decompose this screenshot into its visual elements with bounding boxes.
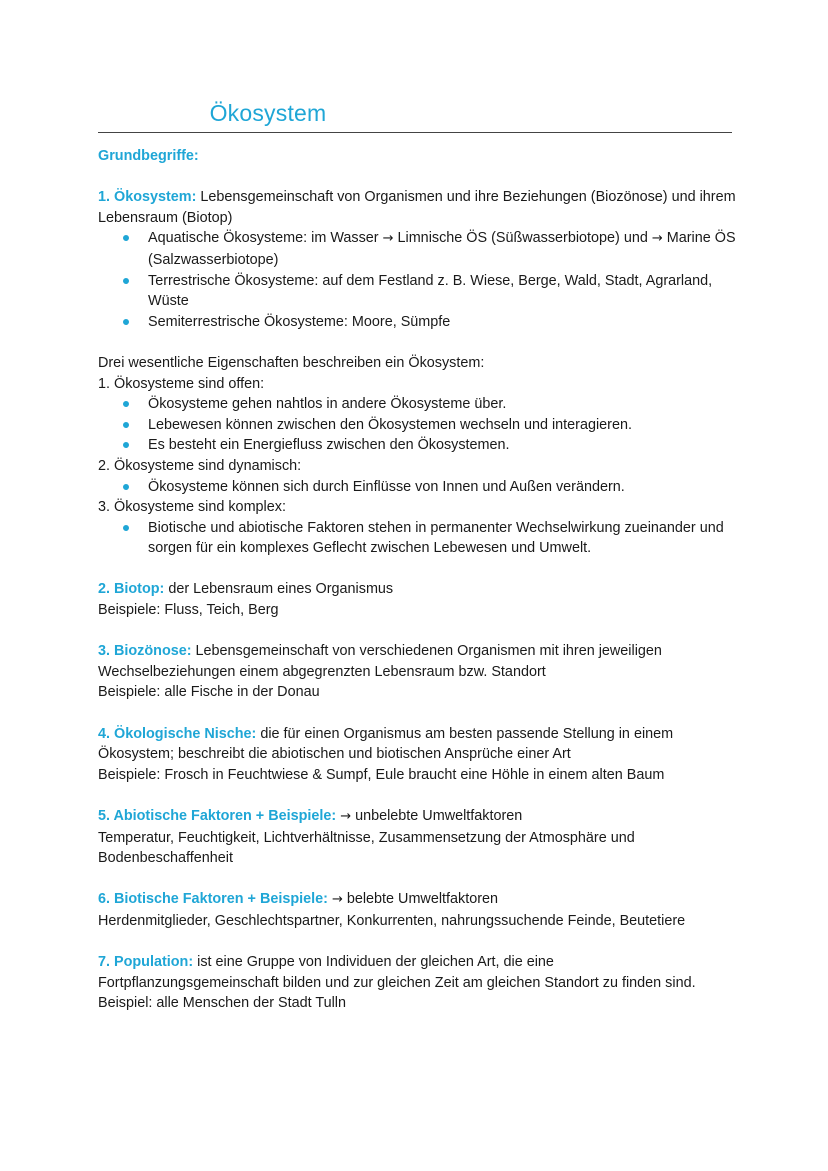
arrow-right-icon: → <box>340 809 352 824</box>
term-definition: belebte Umweltfaktoren <box>342 891 499 908</box>
bullet-icon <box>123 278 129 284</box>
bullet-icon <box>123 484 129 490</box>
arrow-right-icon: → <box>651 231 663 247</box>
term-example: Herdenmitglieder, Geschlechtspartner, Konkurrenten, nahrungssuchende Feinde, Beutetiere <box>98 912 686 929</box>
property-heading: 2. Ökosysteme sind dynamisch: <box>98 457 302 474</box>
term-label: 7. Population: <box>98 954 194 971</box>
document-title: Ökosystem <box>209 100 327 126</box>
bullet-icon <box>123 401 129 407</box>
document-content <box>98 146 738 1014</box>
title-divider <box>98 132 732 133</box>
term-biotop <box>98 579 738 600</box>
term-example: Beispiele: alle Fische in der Donau <box>98 684 320 701</box>
bullet-icon <box>123 525 129 531</box>
term-label: 2. Biotop: <box>98 581 165 598</box>
term-definition: die für einen Organismus am besten passende Stellung in einem Ökosystem; beschreibt die abiotischen und biotischen Ansprüche einer Art <box>98 725 674 763</box>
term-label: 1. Ökosystem: <box>98 189 197 206</box>
bullet-icon <box>123 319 129 325</box>
term-definition: Lebensgemeinschaft von verschiedenen Organismen mit ihren jeweiligen Wechselbeziehungen einem abgegrenzten Lebensraum bzw. Standort <box>98 643 662 680</box>
term-example: Beispiele: Frosch in Feuchtwiese & Sumpf, Eule braucht eine Höhle in einem alten Baum <box>98 766 665 783</box>
property-list <box>98 394 738 456</box>
term-abiotisch <box>98 806 738 828</box>
arrow-right-icon: → <box>331 892 343 908</box>
property-heading: 3. Ökosysteme sind komplex: <box>98 499 286 516</box>
list-item: Semiterrestrische Ökosysteme: Moore, Sümpfe <box>98 312 738 333</box>
list-item: Terrestrische Ökosysteme: auf dem Festland z. B. Wiese, Berge, Wald, Stadt, Agrarland, Wüste <box>98 271 738 312</box>
properties-intro: Drei wesentliche Eigenschaften beschreiben ein Ökosystem: <box>98 354 485 371</box>
bullet-icon <box>123 235 129 241</box>
property-list <box>98 477 738 498</box>
term-label: 5. Abiotische Faktoren + Beispiele: <box>98 808 337 824</box>
property-heading: 1. Ökosysteme sind offen: <box>98 375 265 392</box>
term-definition: ist eine Gruppe von Individuen der gleichen Art, die eine Fortpflanzungsgemeinschaft bilden und zur gleichen Zeit am gleichen Standort zu finden sind. <box>98 954 696 991</box>
list-item: Ökosysteme gehen nahtlos in andere Ökosysteme über. <box>98 394 738 415</box>
term-label: 3. Biozönose: <box>98 643 192 660</box>
term-population <box>98 952 738 993</box>
ecosystem-types-list <box>98 228 738 332</box>
arrow-right-icon: → <box>382 231 394 247</box>
list-item: Es besteht ein Energiefluss zwischen den Ökosystemen. <box>98 435 738 456</box>
term-nische <box>98 724 738 765</box>
term-example: Beispiele: Fluss, Teich, Berg <box>98 602 279 619</box>
section-heading: Grundbegriffe: <box>98 148 199 164</box>
property-list <box>98 518 738 559</box>
bullet-icon <box>123 442 129 448</box>
bullet-icon <box>123 422 129 428</box>
term-definition: unbelebte Umweltfaktoren <box>351 808 523 824</box>
term-label: 4. Ökologische Nische: <box>98 725 257 742</box>
list-item: Ökosysteme können sich durch Einflüsse von Innen und Außen verändern. <box>98 477 738 498</box>
list-item: Lebewesen können zwischen den Ökosystemen wechseln und interagieren. <box>98 415 738 436</box>
term-definition: der Lebensraum eines Organismus <box>164 581 394 598</box>
term-biozoenose <box>98 641 738 682</box>
term-label: 6. Biotische Faktoren + Beispiele: <box>98 891 328 908</box>
term-example: Temperatur, Feuchtigkeit, Lichtverhältnisse, Zusammensetzung der Atmosphäre und Bodenbeschaffenheit <box>98 829 635 867</box>
term-example: Beispiel: alle Menschen der Stadt Tulln <box>98 995 346 1012</box>
list-item: Aquatische Ökosysteme: im Wasser → Limnische ÖS (Süßwasserbiotope) und → Marine ÖS (Salzwasserbiotope) <box>98 228 738 270</box>
list-item: Biotische und abiotische Faktoren stehen in permanenter Wechselwirkung zueinander und sorgen für ein komplexes Geflecht zwischen Lebewesen und Umwelt. <box>98 518 738 559</box>
term-definition: Lebensgemeinschaft von Organismen und ihre Beziehungen (Biozönose) und ihrem Lebensraum (Biotop) <box>98 189 736 226</box>
term-oekosystem <box>98 187 738 228</box>
term-biotisch <box>98 889 738 911</box>
